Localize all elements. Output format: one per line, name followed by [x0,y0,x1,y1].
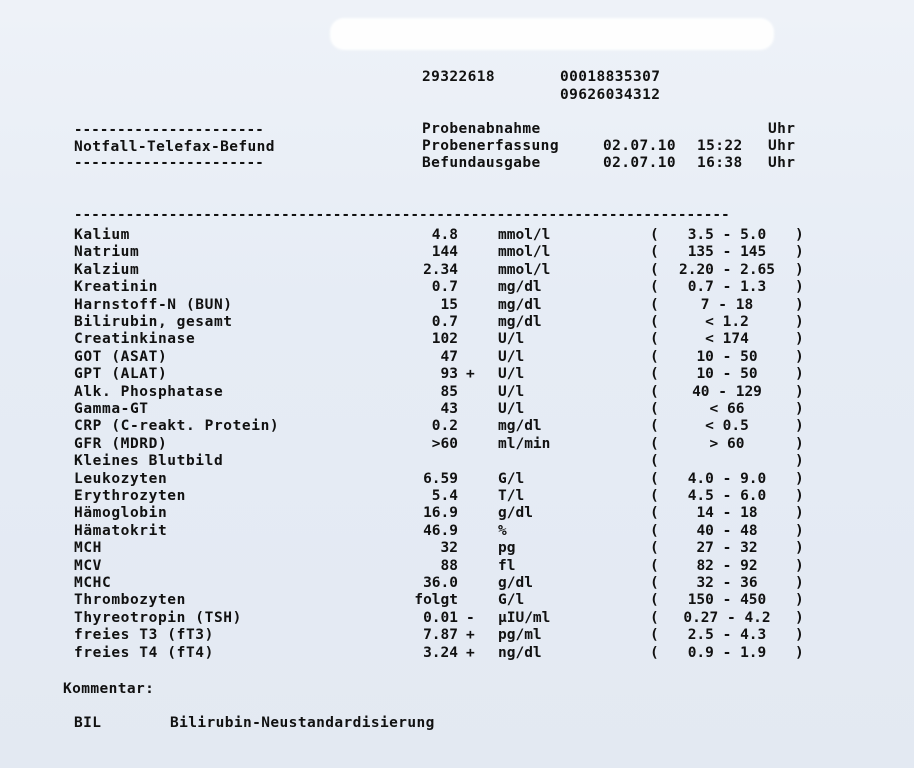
test-name: Creatinkinase [74,331,196,348]
range-open-paren: ( [650,609,659,626]
reference-range: 10 - 50 [696,348,758,365]
range-open-paren: ( [650,348,659,365]
table-row [0,592,914,609]
test-name: Gamma-GT [74,401,149,417]
range-close-paren: ) [795,505,804,522]
patient-id: 29322618 [422,69,496,85]
table-row [0,453,914,470]
table-row [0,384,914,401]
test-value: 46.9 [423,522,458,539]
range-open-paren: ( [650,296,659,313]
range-close-paren: ) [795,644,804,661]
test-value: 2.34 [423,261,458,278]
test-name: MCHC [74,575,112,591]
comment-label: Kommentar: [63,681,155,697]
range-close-paren: ) [795,348,804,365]
table-row [0,314,914,331]
test-value: 3.24 [423,644,458,661]
reference-range: 3.5 - 5.0 [687,227,767,243]
table-row [0,401,914,418]
test-unit: U/l [498,366,525,383]
table-row [0,418,914,435]
test-value: 16.9 [423,505,458,522]
test-value: 15 [440,296,458,313]
reference-range: 2.5 - 4.3 [687,627,767,644]
table-row [0,436,914,453]
test-name: MCH [74,540,102,557]
time-unit: Uhr [768,121,796,137]
reference-range: 0.9 - 1.9 [687,644,767,661]
range-open-paren: ( [650,401,659,417]
test-unit: U/l [498,401,525,417]
test-name: Thrombozyten [74,592,186,609]
reference-range: < 174 [705,331,749,348]
order-number: 09626034312 [560,87,661,103]
time-label: Probenerfassung [422,138,559,154]
reference-range: < 1.2 [705,314,749,330]
test-name: Hämatokrit [74,522,168,539]
test-value: 5.4 [431,488,458,504]
reference-range: 135 - 145 [687,244,767,261]
table-row [0,244,914,261]
test-name: Bilirubin, gesamt [74,314,233,330]
test-unit: mmol/l [498,227,551,243]
test-value: 6.59 [423,470,458,487]
test-value: 0.01 [423,609,458,626]
reference-range: 7 - 18 [700,296,754,313]
range-close-paren: ) [795,540,804,557]
time-label: Probenabnahme [422,121,541,137]
table-row [0,505,914,522]
table-row [0,575,914,592]
test-name: Alk. Phosphatase [74,383,224,400]
range-close-paren: ) [795,435,804,452]
test-unit: pg/ml [498,627,542,644]
range-close-paren: ) [795,418,804,435]
range-close-paren: ) [795,331,804,348]
reference-range: 32 - 36 [696,575,758,591]
test-flag: + [466,366,475,383]
test-unit: G/l [498,470,525,487]
test-name: Kleines Blutbild [74,453,224,470]
time-unit: Uhr [768,155,796,171]
test-name: Erythrozyten [74,488,186,504]
test-value: 0.7 [431,314,458,330]
range-open-paren: ( [650,627,659,644]
range-open-paren: ( [650,227,659,243]
range-open-paren: ( [650,366,659,383]
test-unit: ng/dl [498,644,542,661]
test-unit: mg/dl [498,418,542,435]
test-name: freies T3 (fT3) [74,627,214,644]
title-rule-top: ---------------------- [74,122,264,138]
test-unit: mmol/l [498,244,551,261]
test-unit: U/l [498,331,525,348]
range-open-paren: ( [650,453,659,470]
test-value: 4.8 [431,227,458,243]
reference-range: 4.0 - 9.0 [687,470,767,487]
test-name: Hämoglobin [74,505,168,522]
test-unit: U/l [498,348,525,365]
test-value: 36.0 [423,575,458,591]
test-unit: µIU/ml [498,609,551,626]
range-close-paren: ) [795,453,804,470]
range-close-paren: ) [795,314,804,330]
test-unit: % [498,522,507,539]
range-close-paren: ) [795,227,804,243]
test-name: Leukozyten [74,470,168,487]
range-close-paren: ) [795,244,804,261]
table-row [0,645,914,662]
test-value: 85 [440,383,458,400]
test-flag: - [466,609,475,626]
reference-range: 150 - 450 [687,592,767,609]
test-value: 93 [440,366,458,383]
reference-range: 14 - 18 [696,505,758,522]
test-name: Harnstoff-N (BUN) [74,296,233,313]
range-open-paren: ( [650,314,659,330]
reference-range: < 66 [709,401,745,417]
test-unit: mmol/l [498,261,551,278]
range-open-paren: ( [650,575,659,591]
range-close-paren: ) [795,575,804,591]
test-value: 144 [431,244,458,261]
test-unit: mg/dl [498,296,542,313]
range-close-paren: ) [795,470,804,487]
test-name: Kalium [74,227,130,243]
table-row [0,366,914,383]
range-close-paren: ) [795,609,804,626]
table-row [0,540,914,557]
test-value: folgt [414,592,458,609]
range-close-paren: ) [795,522,804,539]
table-row [0,349,914,366]
report-title: Notfall-Telefax-Befund [74,139,275,155]
range-open-paren: ( [650,418,659,435]
test-unit: T/l [498,488,525,504]
reference-range: 10 - 50 [696,366,758,383]
test-unit: fl [498,557,516,574]
range-close-paren: ) [795,592,804,609]
table-row [0,297,914,314]
range-open-paren: ( [650,331,659,348]
reference-range: 0.27 - 4.2 [683,609,771,626]
range-close-paren: ) [795,488,804,504]
reference-range: 4.5 - 6.0 [687,488,767,504]
test-value: 7.87 [423,627,458,644]
range-close-paren: ) [795,261,804,278]
table-row [0,227,914,244]
range-open-paren: ( [650,279,659,296]
test-name: Natrium [74,244,140,261]
case-number: 00018835307 [560,69,661,85]
table-separator: ---------------------------------------------------------------------------- [74,207,730,223]
reference-range: 2.20 - 2.65 [678,261,776,278]
test-flag: + [466,627,475,644]
range-open-paren: ( [650,244,659,261]
table-row [0,279,914,296]
table-row [0,523,914,540]
test-value: >60 [431,435,458,452]
range-open-paren: ( [650,383,659,400]
test-name: GFR (MDRD) [74,435,168,452]
test-value: 0.7 [431,279,458,296]
test-unit: U/l [498,383,525,400]
table-row [0,262,914,279]
range-open-paren: ( [650,505,659,522]
test-name: Kreatinin [74,279,158,296]
range-close-paren: ) [795,366,804,383]
range-close-paren: ) [795,296,804,313]
test-unit: g/dl [498,575,533,591]
test-unit: ml/min [498,435,551,452]
test-unit: g/dl [498,505,533,522]
table-row [0,488,914,505]
reference-range: 40 - 129 [692,383,762,400]
range-open-paren: ( [650,522,659,539]
test-value: 43 [440,401,458,417]
reference-range: > 60 [709,435,745,452]
time-label: Befundausgabe [422,155,541,171]
comment-text: Bilirubin-Neustandardisierung [170,715,435,731]
range-open-paren: ( [650,488,659,504]
test-value: 0.2 [431,418,458,435]
time-clock: 15:22 [697,138,743,154]
table-row [0,558,914,575]
test-unit: mg/dl [498,279,542,296]
test-name: GOT (ASAT) [74,348,168,365]
range-open-paren: ( [650,592,659,609]
reference-range: 27 - 32 [696,540,758,557]
test-flag: + [466,644,475,661]
test-unit: mg/dl [498,314,542,330]
reference-range: 0.7 - 1.3 [687,279,767,296]
test-name: Kalzium [74,261,140,278]
redacted-area [330,18,774,50]
test-value: 32 [440,540,458,557]
test-value: 47 [440,348,458,365]
test-value: 88 [440,557,458,574]
range-close-paren: ) [795,627,804,644]
range-open-paren: ( [650,557,659,574]
title-rule-bottom: ---------------------- [74,155,264,171]
time-unit: Uhr [768,138,796,154]
range-open-paren: ( [650,540,659,557]
range-open-paren: ( [650,261,659,278]
reference-range: 82 - 92 [696,557,758,574]
test-name: Thyreotropin (TSH) [74,609,242,626]
test-unit: G/l [498,592,525,609]
range-close-paren: ) [795,557,804,574]
range-open-paren: ( [650,644,659,661]
range-open-paren: ( [650,435,659,452]
reference-range: < 0.5 [705,418,749,435]
range-close-paren: ) [795,383,804,400]
table-row [0,610,914,627]
reference-range: 40 - 48 [696,522,758,539]
test-unit: pg [498,540,516,557]
test-name: freies T4 (fT4) [74,644,214,661]
test-name: MCV [74,557,102,574]
time-date: 02.07.10 [603,155,677,171]
time-date: 02.07.10 [603,138,677,154]
test-name: GPT (ALAT) [74,366,168,383]
range-close-paren: ) [795,279,804,296]
test-value: 102 [431,331,458,348]
comment-code: BIL [74,715,102,731]
table-row [0,331,914,348]
range-close-paren: ) [795,401,804,417]
range-open-paren: ( [650,470,659,487]
test-name: CRP (C-reakt. Protein) [74,418,280,435]
table-row [0,627,914,644]
table-row [0,471,914,488]
time-clock: 16:38 [697,155,743,171]
